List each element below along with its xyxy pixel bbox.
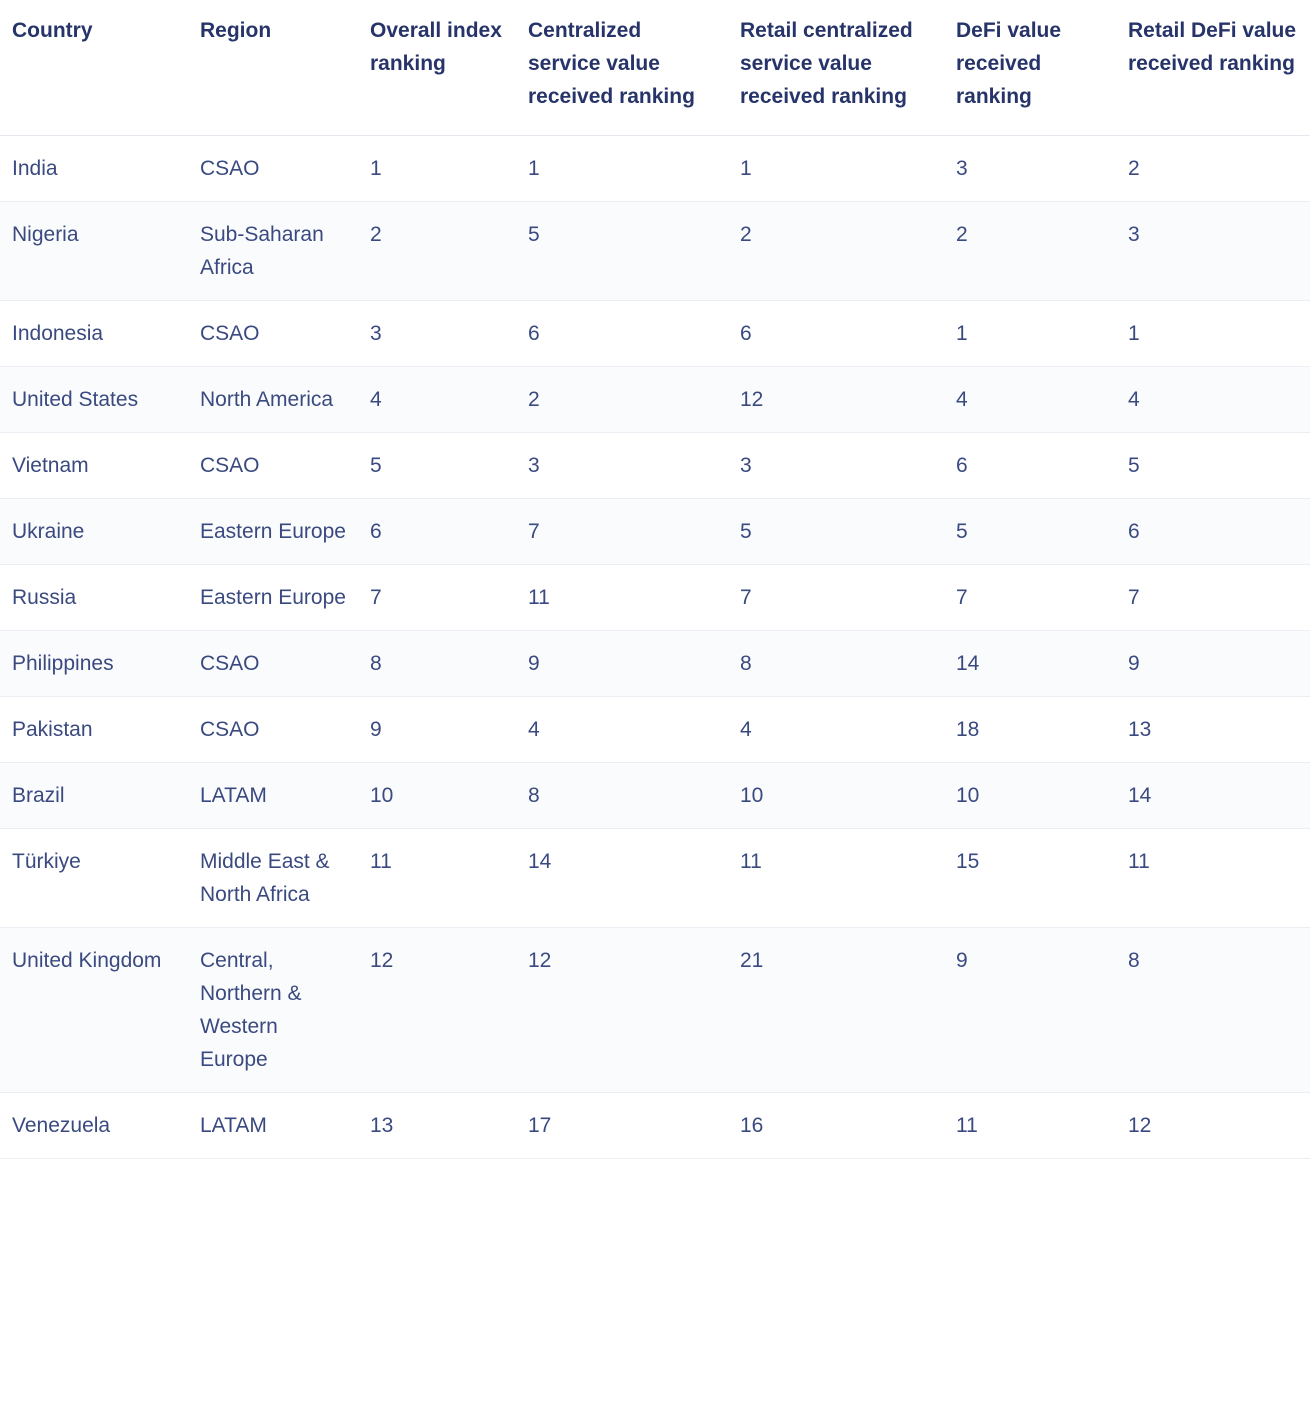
table-row — [0, 1093, 1310, 1159]
cell-country: Russia — [0, 565, 188, 631]
cell-defi: 6 — [944, 433, 1116, 499]
cell-overall: 10 — [358, 763, 516, 829]
cell-overall: 8 — [358, 631, 516, 697]
cell-region: CSAO — [188, 631, 358, 697]
cell-defi: 3 — [944, 136, 1116, 202]
cell-region: LATAM — [188, 763, 358, 829]
cell-defi: 4 — [944, 367, 1116, 433]
cell-defi: 7 — [944, 565, 1116, 631]
cell-region: Eastern Europe — [188, 499, 358, 565]
table-row — [0, 202, 1310, 301]
cell-overall: 6 — [358, 499, 516, 565]
cell-region: CSAO — [188, 301, 358, 367]
cell-retail-centralized: 2 — [728, 202, 944, 301]
cell-centralized: 4 — [516, 697, 728, 763]
cell-centralized: 8 — [516, 763, 728, 829]
cell-country: Pakistan — [0, 697, 188, 763]
cell-retail-defi: 11 — [1116, 829, 1310, 928]
cell-centralized: 2 — [516, 367, 728, 433]
cell-country: Vietnam — [0, 433, 188, 499]
cell-defi: 9 — [944, 928, 1116, 1093]
cell-region: Central, Northern & Western Europe — [188, 928, 358, 1093]
cell-retail-defi: 7 — [1116, 565, 1310, 631]
cell-centralized: 11 — [516, 565, 728, 631]
cell-region: North America — [188, 367, 358, 433]
cell-retail-defi: 14 — [1116, 763, 1310, 829]
cell-retail-defi: 2 — [1116, 136, 1310, 202]
cell-defi: 11 — [944, 1093, 1116, 1159]
cell-centralized: 1 — [516, 136, 728, 202]
cell-centralized: 3 — [516, 433, 728, 499]
column-header-region: Region — [188, 0, 358, 136]
cell-country: Ukraine — [0, 499, 188, 565]
table-row — [0, 433, 1310, 499]
cell-country: Nigeria — [0, 202, 188, 301]
cell-retail-centralized: 6 — [728, 301, 944, 367]
cell-overall: 11 — [358, 829, 516, 928]
cell-centralized: 6 — [516, 301, 728, 367]
cell-overall: 13 — [358, 1093, 516, 1159]
cell-centralized: 7 — [516, 499, 728, 565]
cell-country: Philippines — [0, 631, 188, 697]
cell-retail-centralized: 21 — [728, 928, 944, 1093]
cell-retail-centralized: 4 — [728, 697, 944, 763]
cell-overall: 7 — [358, 565, 516, 631]
cell-country: United States — [0, 367, 188, 433]
cell-retail-centralized: 3 — [728, 433, 944, 499]
cell-retail-defi: 5 — [1116, 433, 1310, 499]
cell-overall: 5 — [358, 433, 516, 499]
cell-region: LATAM — [188, 1093, 358, 1159]
cell-region: CSAO — [188, 433, 358, 499]
column-header-overall-index-ranking: Overall index ranking — [358, 0, 516, 136]
cell-overall: 4 — [358, 367, 516, 433]
column-header-retail-centralized-service-value-received-ranking: Retail centralized service value received ranking — [728, 0, 944, 136]
table-header-row — [0, 0, 1310, 136]
cell-overall: 3 — [358, 301, 516, 367]
cell-defi: 18 — [944, 697, 1116, 763]
cell-country: Venezuela — [0, 1093, 188, 1159]
cell-retail-defi: 3 — [1116, 202, 1310, 301]
cell-centralized: 12 — [516, 928, 728, 1093]
cell-retail-centralized: 12 — [728, 367, 944, 433]
cell-centralized: 5 — [516, 202, 728, 301]
cell-retail-centralized: 16 — [728, 1093, 944, 1159]
cell-overall: 1 — [358, 136, 516, 202]
cell-retail-centralized: 5 — [728, 499, 944, 565]
cell-country: Indonesia — [0, 301, 188, 367]
cell-retail-defi: 13 — [1116, 697, 1310, 763]
cell-defi: 15 — [944, 829, 1116, 928]
cell-centralized: 17 — [516, 1093, 728, 1159]
table-row — [0, 499, 1310, 565]
cell-region: CSAO — [188, 697, 358, 763]
table-row — [0, 367, 1310, 433]
table-row — [0, 136, 1310, 202]
table-body — [0, 136, 1310, 1159]
cell-country: Brazil — [0, 763, 188, 829]
cell-retail-defi: 12 — [1116, 1093, 1310, 1159]
column-header-country: Country — [0, 0, 188, 136]
cell-retail-defi: 4 — [1116, 367, 1310, 433]
cell-retail-defi: 9 — [1116, 631, 1310, 697]
cell-retail-centralized: 8 — [728, 631, 944, 697]
cell-country: India — [0, 136, 188, 202]
column-header-retail-defi-value-received-ranking: Retail DeFi value received ranking — [1116, 0, 1310, 136]
table-header — [0, 0, 1310, 136]
column-header-centralized-service-value-received-ranking: Centralized service value received ranking — [516, 0, 728, 136]
cell-retail-defi: 1 — [1116, 301, 1310, 367]
cell-retail-defi: 8 — [1116, 928, 1310, 1093]
cell-defi: 5 — [944, 499, 1116, 565]
cell-defi: 14 — [944, 631, 1116, 697]
table-row — [0, 301, 1310, 367]
cell-centralized: 14 — [516, 829, 728, 928]
column-header-defi-value-received-ranking: DeFi value received ranking — [944, 0, 1116, 136]
cell-overall: 9 — [358, 697, 516, 763]
table-row — [0, 829, 1310, 928]
cell-retail-centralized: 11 — [728, 829, 944, 928]
cell-overall: 2 — [358, 202, 516, 301]
cell-country: United Kingdom — [0, 928, 188, 1093]
cell-region: CSAO — [188, 136, 358, 202]
cell-defi: 10 — [944, 763, 1116, 829]
cell-defi: 1 — [944, 301, 1116, 367]
cell-region: Eastern Europe — [188, 565, 358, 631]
table-row — [0, 928, 1310, 1093]
table-row — [0, 697, 1310, 763]
cell-retail-centralized: 7 — [728, 565, 944, 631]
cell-retail-centralized: 10 — [728, 763, 944, 829]
cell-overall: 12 — [358, 928, 516, 1093]
table-row — [0, 631, 1310, 697]
cell-centralized: 9 — [516, 631, 728, 697]
cell-region: Middle East & North Africa — [188, 829, 358, 928]
cell-country: Türkiye — [0, 829, 188, 928]
table-row — [0, 565, 1310, 631]
cell-defi: 2 — [944, 202, 1116, 301]
cell-retail-centralized: 1 — [728, 136, 944, 202]
table-row — [0, 763, 1310, 829]
cell-region: Sub-Saharan Africa — [188, 202, 358, 301]
cell-retail-defi: 6 — [1116, 499, 1310, 565]
